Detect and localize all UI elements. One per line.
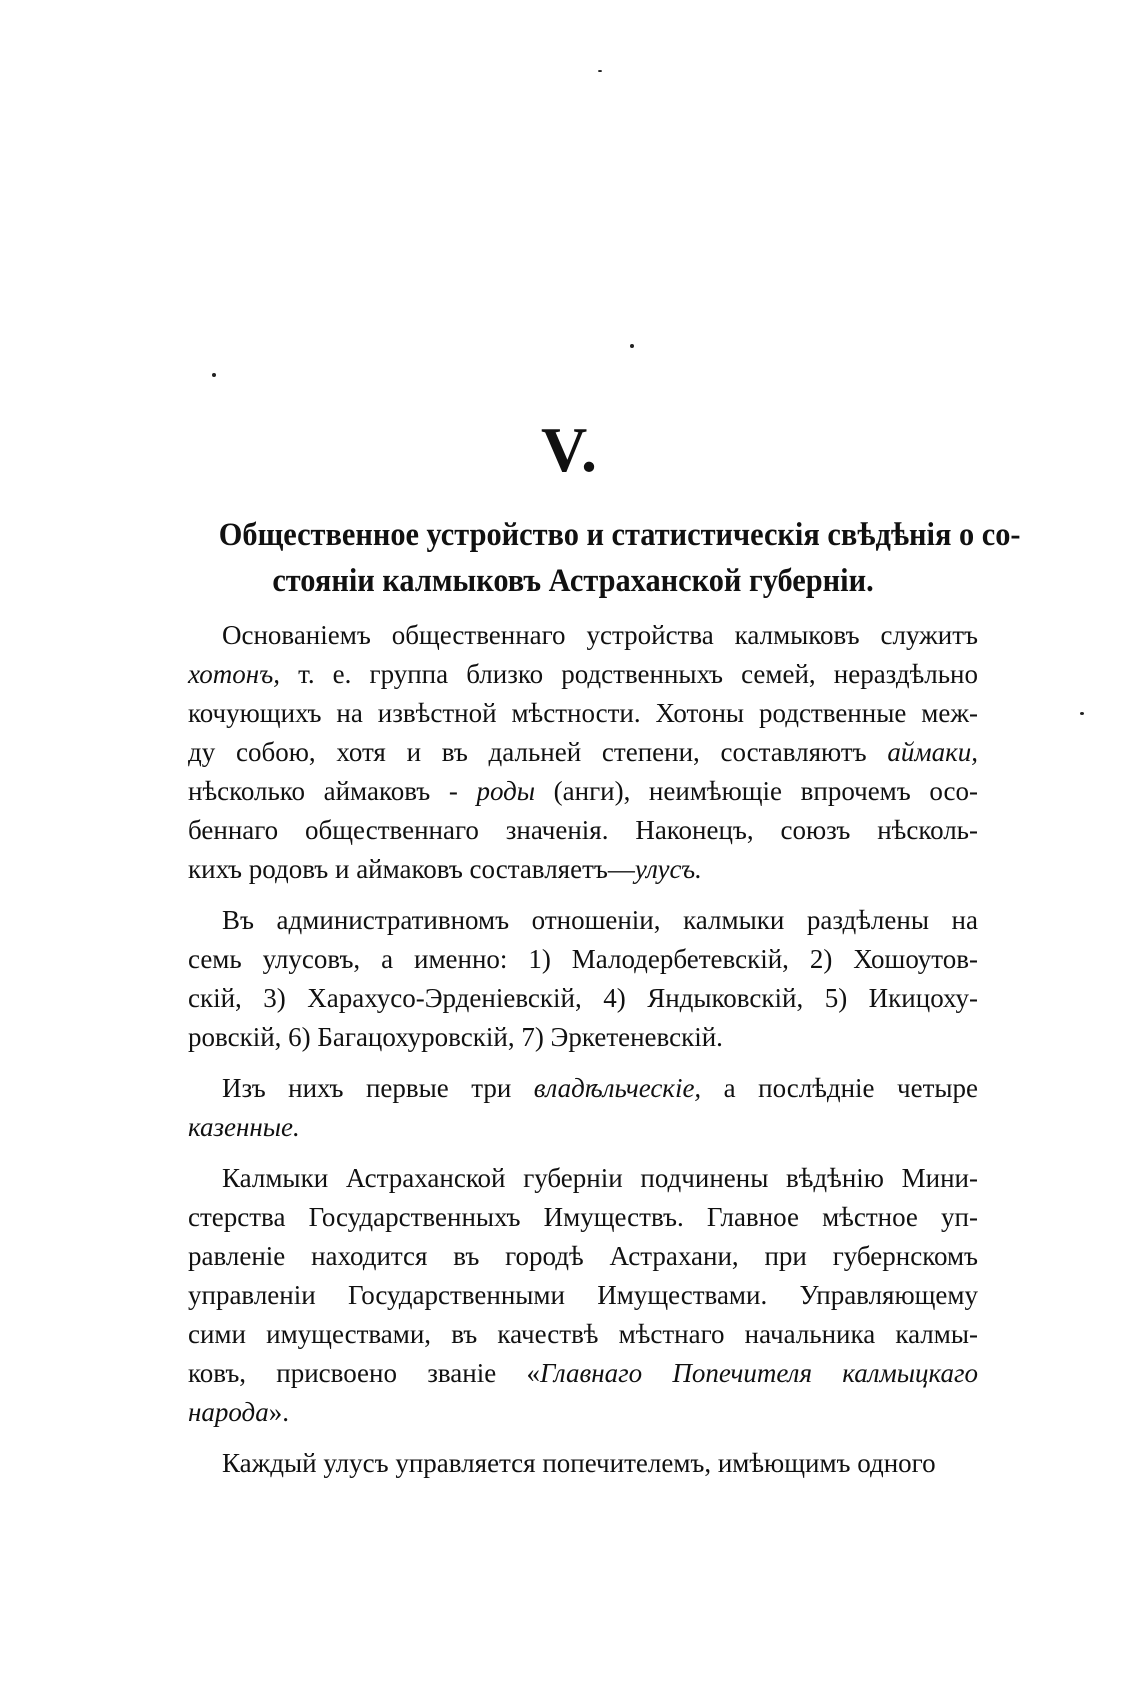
italic-term: улусъ.	[634, 854, 702, 884]
text-line: кочующихъ на извѣстной мѣстности. Хотоны родственные меж-	[188, 698, 978, 728]
text-line: стерства Государственныхъ Имуществъ. Главное мѣстное уп-	[188, 1202, 978, 1232]
italic-term: казенные.	[188, 1112, 300, 1142]
paragraph	[188, 1069, 978, 1147]
text-line: Въ административномъ отношеніи, калмыки раздѣлены на	[222, 905, 978, 935]
text-line: Изъ нихъ первые три владѣльческіе, а послѣдніе четыре	[222, 1073, 978, 1103]
print-speck	[630, 344, 634, 348]
text-line: ровскій, 6) Багацохуровскій, 7) Эркетеневскій.	[188, 1022, 723, 1052]
paragraph	[188, 1444, 978, 1483]
italic-term: Главнаго Попечителя калмыцкаго	[539, 1358, 978, 1388]
text-line: равленіе находится въ городѣ Астрахани, при губернскомъ	[188, 1241, 978, 1271]
text-line: народа».	[188, 1397, 289, 1427]
text-line: беннаго общественнаго значенія. Наконецъ, союзъ нѣсколь-	[188, 815, 978, 845]
italic-term: роды	[476, 776, 536, 806]
body-text	[188, 616, 978, 1483]
chapter-number: V.	[541, 414, 599, 485]
italic-term: владѣльческіе,	[533, 1073, 702, 1103]
text-line: Каждый улусъ управляется попечителемъ, имѣющимъ одного	[222, 1448, 936, 1478]
paragraph	[188, 901, 978, 1057]
chapter-title-line: Общественное устройство и статистическія свѣдѣнія о со-	[218, 517, 1021, 553]
text-line: семь улусовъ, а именно: 1) Малодербетевскій, 2) Хошоутов-	[188, 944, 978, 974]
paragraph	[188, 616, 978, 889]
print-speck	[1080, 712, 1084, 715]
paragraph	[188, 1159, 978, 1432]
print-speck	[598, 70, 602, 72]
text-line: скій, 3) Харахусо-Эрденіевскій, 4) Яндыковскій, 5) Икицоху-	[188, 983, 978, 1013]
text-line: нѣсколько аймаковъ - роды (анги), неимѣющіе впрочемъ осо-	[188, 776, 978, 806]
italic-term: аймаки,	[887, 737, 978, 767]
italic-term: хотонъ,	[188, 659, 280, 689]
chapter-title-line: стояніи калмыковъ Астраханской губерніи.	[272, 563, 874, 599]
text-line	[188, 1108, 978, 1147]
chapter-title	[218, 512, 1021, 604]
text-line: Калмыки Астраханской губерніи подчинены вѣдѣнію Мини-	[222, 1163, 978, 1193]
text-line: Основаніемъ общественнаго устройства калмыковъ служитъ	[222, 620, 978, 650]
text-line: сими имуществами, въ качествѣ мѣстнаго начальника калмы-	[188, 1319, 978, 1349]
text-line: ковъ, присвоено званіе «Главнаго Попечителя калмыцкаго	[188, 1358, 978, 1388]
text-line: хотонъ, т. е. группа близко родственныхъ семей, нераздѣльно	[188, 659, 978, 689]
print-speck	[212, 373, 216, 377]
text-line: кихъ родовъ и аймаковъ составляетъ—улусъ.	[188, 854, 702, 884]
text-line: ду собою, хотя и въ дальней степени, составляютъ аймаки,	[188, 737, 978, 767]
text-line: управленіи Государственными Имуществами. Управляющему	[188, 1280, 978, 1310]
italic-term: народа	[188, 1397, 269, 1427]
